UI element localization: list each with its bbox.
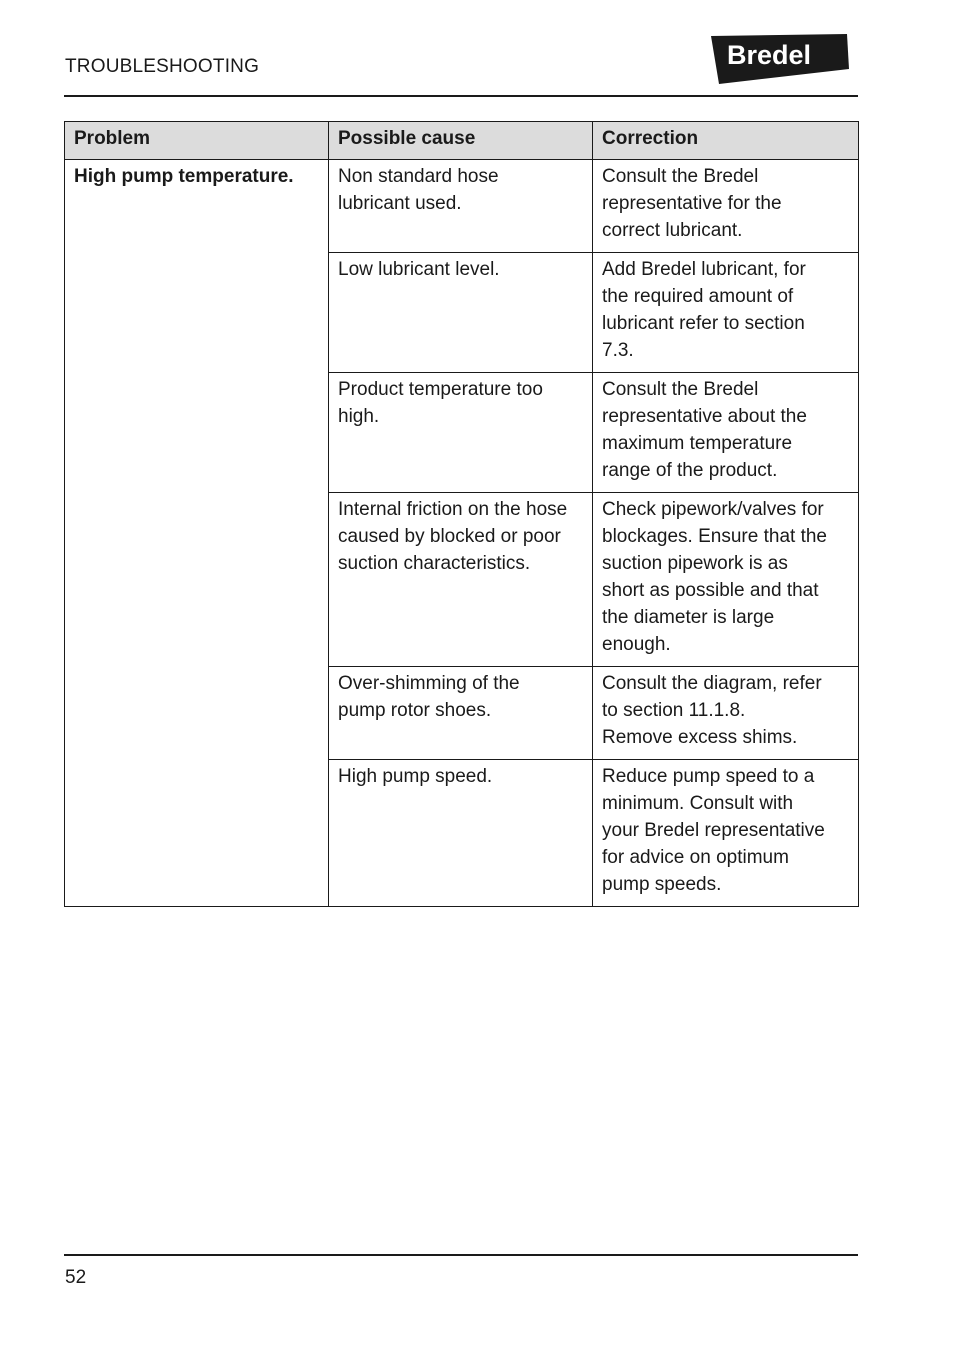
cause-cell: Internal friction on the hose caused by blocked or poor suction characteristics.	[329, 493, 593, 667]
cause-cell: Product temperature too high.	[329, 373, 593, 493]
correction-cell: Check pipework/valves for blockages. Ensure that the suction pipework is as short as possible and that the diameter is large enough.	[593, 493, 859, 667]
bredel-logo	[709, 33, 849, 85]
correction-cell: Consult the Bredel representative for the correct lubricant.	[593, 160, 859, 253]
cause-cell: High pump speed.	[329, 760, 593, 907]
page-number: 52	[65, 1267, 87, 1288]
footer-rule	[64, 1254, 858, 1256]
table-row	[65, 160, 859, 253]
correction-cell: Add Bredel lubricant, for the required amount of lubricant refer to section 7.3.	[593, 253, 859, 373]
header-rule	[64, 95, 858, 97]
cause-cell: Non standard hose lubricant used.	[329, 160, 593, 253]
troubleshooting-table	[64, 121, 859, 907]
column-header-cause: Possible cause	[329, 122, 593, 160]
table-header-row	[65, 122, 859, 160]
cause-cell: Low lubricant level.	[329, 253, 593, 373]
correction-cell: Consult the diagram, refer to section 11.1.8. Remove excess shims.	[593, 667, 859, 760]
correction-cell: Consult the Bredel representative about the maximum temperature range of the product.	[593, 373, 859, 493]
correction-cell: Reduce pump speed to a minimum. Consult with your Bredel representative for advice on optimum pump speeds.	[593, 760, 859, 907]
column-header-correction: Correction	[593, 122, 859, 160]
section-title: TROUBLESHOOTING	[65, 56, 260, 77]
cause-cell: Over-shimming of the pump rotor shoes.	[329, 667, 593, 760]
problem-cell: High pump temperature.	[65, 160, 329, 907]
logo-text: Bredel	[727, 40, 812, 70]
column-header-problem: Problem	[65, 122, 329, 160]
